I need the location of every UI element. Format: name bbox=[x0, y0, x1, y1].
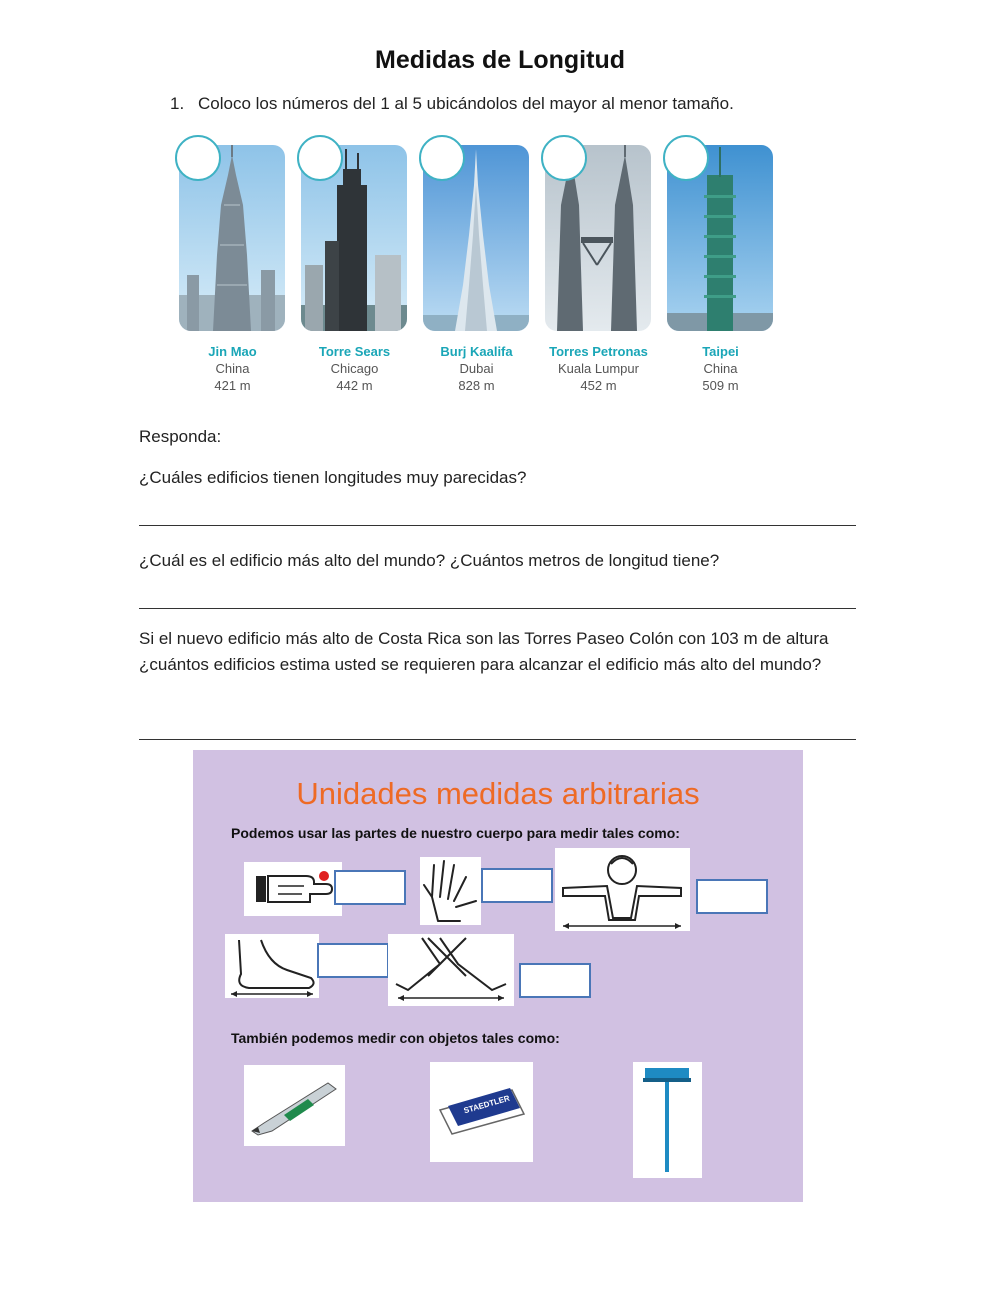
foot-image bbox=[225, 934, 319, 998]
buildings-strip bbox=[175, 135, 785, 400]
instruction-number: 1. bbox=[170, 94, 185, 113]
building-place: Kuala Lumpur bbox=[558, 361, 639, 376]
building-height: 421 m bbox=[214, 378, 251, 393]
question-3: Si el nuevo edificio más alto de Costa Rica son las Torres Paseo Colón con 103 m de altura ¿cuántos edificios estima usted se requieren para alcanzar el edificio más alto del mundo? bbox=[139, 629, 829, 674]
responda-label: Responda: bbox=[139, 427, 222, 446]
eraser-brand-label: STAEDTLER bbox=[462, 1093, 511, 1116]
building-height: 828 m bbox=[458, 378, 495, 393]
instruction bbox=[170, 94, 734, 114]
building-name: Torres Petronas bbox=[549, 344, 648, 359]
building-place: Chicago bbox=[330, 361, 379, 376]
pointing-finger-icon bbox=[244, 862, 342, 916]
answer-line-3[interactable] bbox=[139, 739, 856, 740]
foot-icon bbox=[225, 934, 319, 998]
instruction-text: Coloco los números del 1 al 5 ubicándolos del mayor al menor tamaño. bbox=[198, 94, 734, 113]
foot-answer-box[interactable] bbox=[317, 943, 389, 978]
number-circle[interactable] bbox=[297, 135, 343, 181]
building-card-torres-petronas bbox=[541, 135, 656, 395]
panel-title: Unidades medidas arbitrarias bbox=[296, 776, 700, 811]
building-place: China bbox=[215, 361, 250, 376]
question-1: ¿Cuáles edificios tienen longitudes muy parecidas? bbox=[139, 468, 527, 487]
step-answer-box[interactable] bbox=[519, 963, 591, 998]
broom-icon bbox=[633, 1062, 702, 1178]
building-height: 452 m bbox=[580, 378, 617, 393]
building-height: 442 m bbox=[336, 378, 373, 393]
building-card-torre-sears bbox=[297, 135, 412, 395]
building-name: Jin Mao bbox=[208, 344, 257, 359]
number-circle[interactable] bbox=[419, 135, 465, 181]
arm-span-icon bbox=[555, 848, 690, 931]
hand-span-icon bbox=[420, 857, 481, 925]
building-card-burj-kaalifa bbox=[419, 135, 534, 395]
building-name: Burj Kaalifa bbox=[440, 344, 513, 359]
step-image bbox=[388, 934, 514, 1006]
number-circle[interactable] bbox=[663, 135, 709, 181]
building-place: China bbox=[703, 361, 738, 376]
broom-image bbox=[633, 1062, 702, 1178]
answer-line-2[interactable] bbox=[139, 608, 856, 609]
finger-image bbox=[244, 862, 342, 916]
question-2: ¿Cuál es el edificio más alto del mundo? ¿Cuántos metros de longitud tiene? bbox=[139, 551, 720, 570]
eraser-icon bbox=[430, 1062, 533, 1162]
pen-image bbox=[244, 1065, 345, 1146]
answer-line-1[interactable] bbox=[139, 525, 856, 526]
arbitrary-units-panel bbox=[193, 750, 803, 1202]
building-card-jin-mao bbox=[175, 135, 290, 395]
number-circle[interactable] bbox=[175, 135, 221, 181]
number-circle[interactable] bbox=[541, 135, 587, 181]
finger-answer-box[interactable] bbox=[334, 870, 406, 905]
building-height: 509 m bbox=[702, 378, 739, 393]
panel-subtitle-objects: También podemos medir con objetos tales como: bbox=[231, 1030, 560, 1046]
hand-image bbox=[420, 857, 481, 925]
panel-subtitle-body: Podemos usar las partes de nuestro cuerpo para medir tales como: bbox=[231, 825, 680, 841]
arm-span-image bbox=[555, 848, 690, 931]
step-icon bbox=[388, 934, 514, 1006]
building-name: Taipei bbox=[702, 344, 739, 359]
building-name: Torre Sears bbox=[318, 344, 391, 359]
arm-span-answer-box[interactable] bbox=[696, 879, 768, 914]
building-place: Dubai bbox=[459, 361, 494, 376]
page-title: Medidas de Longitud bbox=[375, 46, 625, 74]
hand-answer-box[interactable] bbox=[481, 868, 553, 903]
building-card-taipei bbox=[663, 135, 778, 395]
eraser-image bbox=[430, 1062, 533, 1162]
pen-icon bbox=[244, 1065, 345, 1146]
